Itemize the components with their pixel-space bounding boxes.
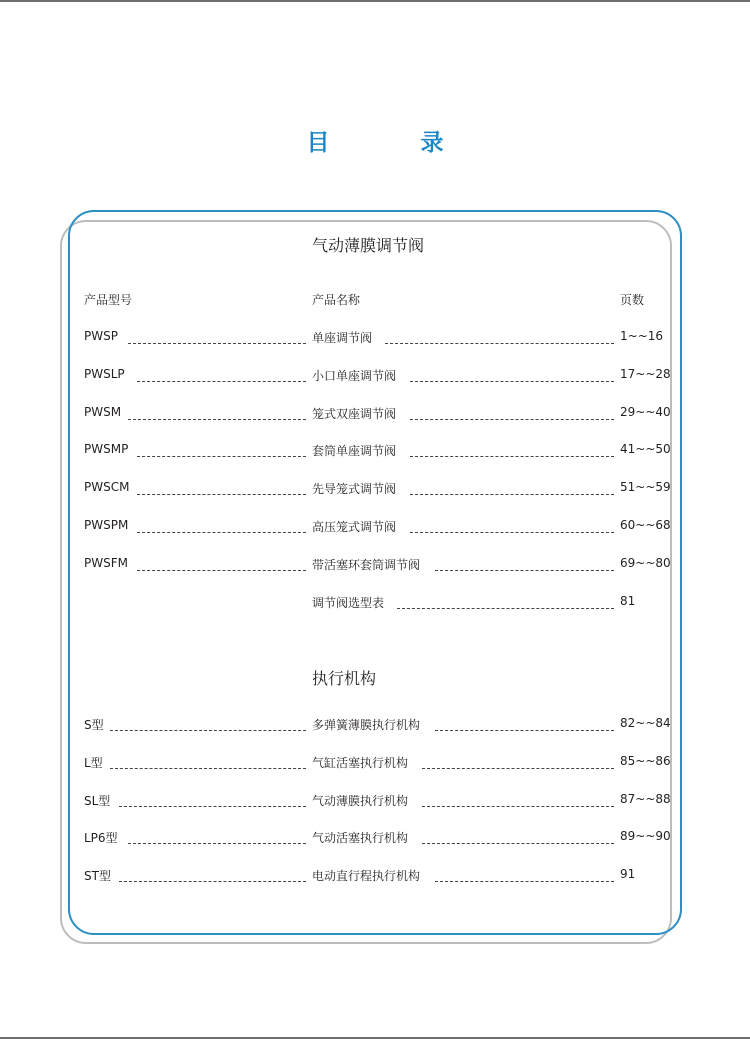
leader-dots: [435, 569, 615, 571]
toc-name: 高压笼式调节阀: [312, 520, 397, 534]
toc-page: 69~~80: [620, 555, 671, 570]
bottom-rule: [0, 1037, 750, 1039]
leader-dots: [137, 531, 306, 533]
leader-dots: [128, 342, 306, 344]
leader-dots: [137, 380, 306, 382]
toc-page: 82~~84: [620, 716, 671, 730]
toc-name: 单座调节阀: [312, 331, 373, 345]
toc-model: PWSLP: [84, 366, 125, 381]
leader-dots: [435, 729, 615, 731]
toc-page: 51~~59: [620, 480, 671, 495]
toc-page: 1~~16: [620, 329, 664, 343]
leader-dots: [128, 842, 306, 844]
leader-dots: [137, 569, 306, 571]
toc-name: 套筒单座调节阀: [312, 444, 397, 459]
leader-dots: [137, 493, 306, 495]
header-name: 产品名称: [312, 293, 361, 307]
toc-page: 60~~68: [620, 518, 671, 532]
toc-page: 87~~88: [620, 791, 671, 806]
leader-dots: [410, 418, 615, 420]
toc-model: PWSM: [84, 404, 122, 419]
leader-dots: [435, 880, 615, 882]
leader-dots: [410, 493, 615, 495]
leader-dots: [410, 455, 615, 457]
toc-model: PWSFM: [84, 555, 128, 570]
toc-page: 81: [620, 593, 636, 608]
toc-model: PWSPM: [84, 518, 129, 532]
leader-dots: [128, 418, 306, 420]
toc-page: 29~~40: [620, 404, 671, 419]
toc-name: 气动薄膜执行机构: [312, 793, 409, 808]
leader-dots: [385, 342, 615, 344]
toc-name: 笼式双座调节阀: [312, 406, 397, 421]
toc-model: L型: [84, 755, 103, 770]
top-rule: [0, 0, 750, 2]
leader-dots: [410, 531, 615, 533]
toc-page: 41~~50: [620, 442, 671, 457]
toc-name: 多弹簧薄膜执行机构: [312, 718, 421, 732]
toc-name: 气动活塞执行机构: [312, 831, 409, 846]
toc-page: 17~~28: [620, 366, 671, 381]
toc-name: 小口单座调节阀: [312, 368, 397, 383]
toc-model: PWSP: [84, 329, 118, 343]
leader-dots: [422, 767, 614, 769]
section-title-valves: 气动薄膜调节阀: [312, 236, 425, 255]
header-page: 页数: [620, 293, 645, 307]
toc-model: SL型: [84, 793, 111, 808]
leader-dots: [410, 380, 615, 382]
section-title-actuators: 执行机构: [312, 669, 377, 688]
toc-page: 85~~86: [620, 753, 671, 768]
toc-model: PWSCM: [84, 480, 130, 495]
toc-model: LP6型: [84, 831, 118, 846]
toc-page: 91: [620, 867, 636, 882]
toc-model: ST型: [84, 869, 111, 884]
header-model: 产品型号: [84, 293, 133, 307]
toc-model: S型: [84, 718, 104, 732]
toc-name: 调节阀选型表: [312, 595, 385, 610]
leader-dots: [422, 842, 614, 844]
leader-dots: [119, 880, 306, 882]
page-title: 目 录: [306, 130, 478, 156]
leader-dots: [110, 729, 306, 731]
toc-page: 89~~90: [620, 829, 671, 844]
leader-dots: [110, 767, 306, 769]
leader-dots: [137, 455, 306, 457]
toc-name: 带活塞环套筒调节阀: [312, 557, 421, 572]
toc-name: 气缸活塞执行机构: [312, 755, 409, 770]
leader-dots: [397, 607, 614, 609]
toc-model: PWSMP: [84, 442, 129, 457]
leader-dots: [119, 805, 306, 807]
toc-name: 先导笼式调节阀: [312, 482, 397, 497]
leader-dots: [422, 805, 614, 807]
toc-name: 电动直行程执行机构: [312, 869, 421, 884]
